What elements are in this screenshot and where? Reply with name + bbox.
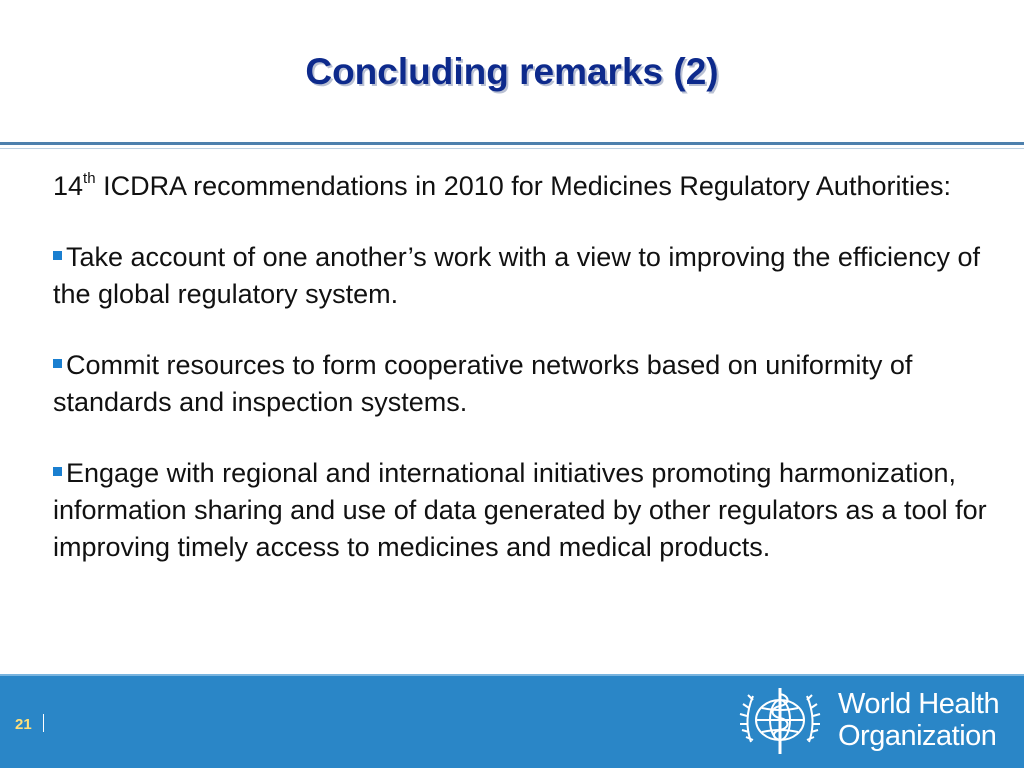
bullet-text: Take account of one another’s work with a view to improving the efficiency of the global regulatory system.	[53, 242, 980, 309]
bullet-item	[53, 239, 998, 313]
title-divider	[0, 142, 1024, 145]
intro-number: 14	[53, 171, 84, 201]
bullet-item	[53, 455, 998, 566]
organization-name-line2: Organization	[838, 720, 997, 752]
organization-name-line1: World Health	[838, 688, 1000, 720]
square-bullet-icon	[53, 251, 62, 260]
bullet-text: Commit resources to form cooperative networks based on uniformity of standards and inspection systems.	[53, 350, 913, 417]
page-number: 21	[15, 716, 32, 733]
bullet-text: Engage with regional and international initiatives promoting harmonization, information sharing and use of data generated by other regulators as a tool for improving timely access to medicines and medical products.	[53, 458, 987, 562]
title-divider-light	[0, 148, 1024, 149]
page-number-separator	[43, 714, 44, 732]
footer-top-line	[0, 674, 1024, 676]
intro-superscript: th	[83, 170, 96, 187]
intro-paragraph	[53, 162, 998, 205]
square-bullet-icon	[53, 467, 62, 476]
who-emblem-icon	[735, 682, 825, 760]
square-bullet-icon	[53, 359, 62, 368]
organization-name	[838, 688, 999, 752]
bullet-item	[53, 347, 998, 421]
slide-body	[53, 162, 998, 600]
slide-title: Concluding remarks (2)	[305, 51, 719, 92]
intro-text: ICDRA recommendations in 2010 for Medicines Regulatory Authorities:	[95, 171, 951, 201]
